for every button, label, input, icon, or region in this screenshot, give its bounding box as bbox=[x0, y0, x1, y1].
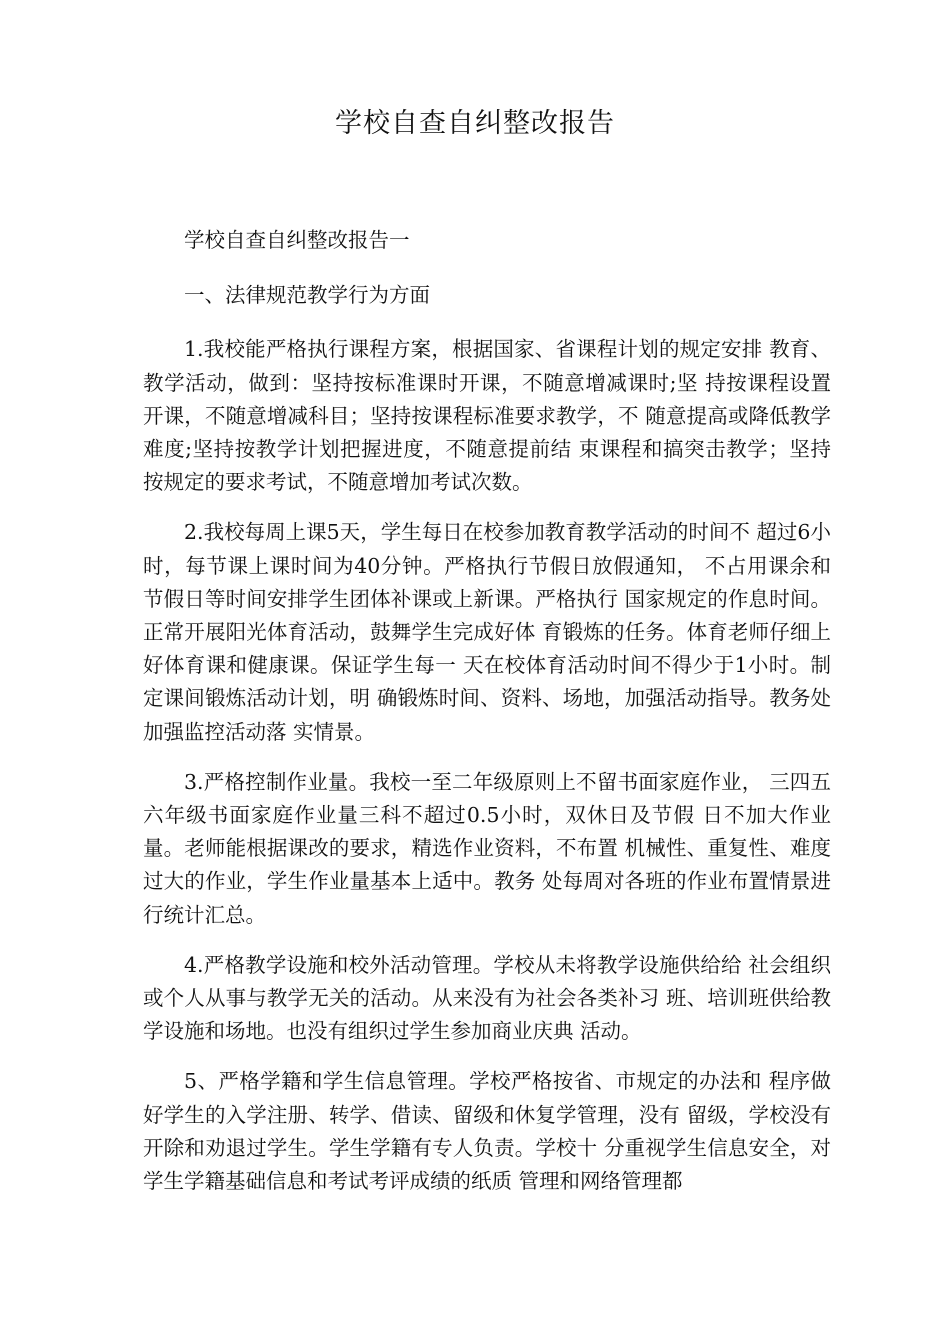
paragraph-1: 1.我校能严格执行课程方案，根据国家、省课程计划的规定安排 教育、教学活动，做到：坚持按标准课时开课，不随意增减课时;坚 持按课程设置开课，不随意增减科目；坚持按课程标准要求教学，不 随意提高或降低教学难度;坚持按教学计划把握进度，不随意提前结 束课程和搞突击教学；坚持按规定的要求考试，不随意增加考试次数。 bbox=[143, 337, 831, 495]
document-title: 学校自查自纠整改报告 bbox=[335, 108, 615, 139]
paragraph-4: 4.严格教学设施和校外活动管理。学校从未将教学设施供给给 社会组织或个人从事与教学无关的活动。从来没有为社会各类补习 班、培训班供给教学设施和场地。也没有组织过学生参加商业庆典 活动。 bbox=[143, 952, 831, 1044]
paragraph-2: 2.我校每周上课5天，学生每日在校参加教育教学活动的时间不 超过6小时，每节课上课时间为40分钟。严格执行节假日放假通知， 不占用课余和节假日等时间安排学生团体补课或上新课。严格执行 国家规定的作息时间。正常开展阳光体育活动，鼓舞学生完成好体 育锻炼的任务。体育老师仔细上好体育课和健康课。保证学生每一 天在校体育活动时间不得少于1小时。制定课间锻炼活动计划，明 确锻炼时间、资料、场地，加强活动指导。教务处加强监控活动落 实情景。 bbox=[143, 520, 831, 744]
paragraph-5: 5、严格学籍和学生信息管理。学校严格按省、市规定的办法和 程序做好学生的入学注册、转学、借读、留级和休复学管理，没有 留级，学校没有开除和劝退过学生。学生学籍有专人负责。学校十 分重视学生信息安全，对学生学籍基础信息和考试考评成绩的纸质 管理和网络管理都 bbox=[143, 1069, 831, 1194]
paragraph-3: 3.严格控制作业量。我校一至二年级原则上不留书面家庭作业， 三四五六年级书面家庭作业量三科不超过0.5小时，双休日及节假 日不加大作业量。老师能根据课改的要求，精选作业资料，不布置 机械性、重复性、难度过大的作业，学生作业量基本上适中。教务 处每周对各班的作业布置情景进行统计汇总。 bbox=[143, 769, 831, 927]
document-body bbox=[143, 224, 831, 1198]
section-heading: 一、法律规范教学行为方面 bbox=[184, 283, 430, 308]
report-subtitle: 学校自查自纠整改报告一 bbox=[184, 228, 410, 252]
